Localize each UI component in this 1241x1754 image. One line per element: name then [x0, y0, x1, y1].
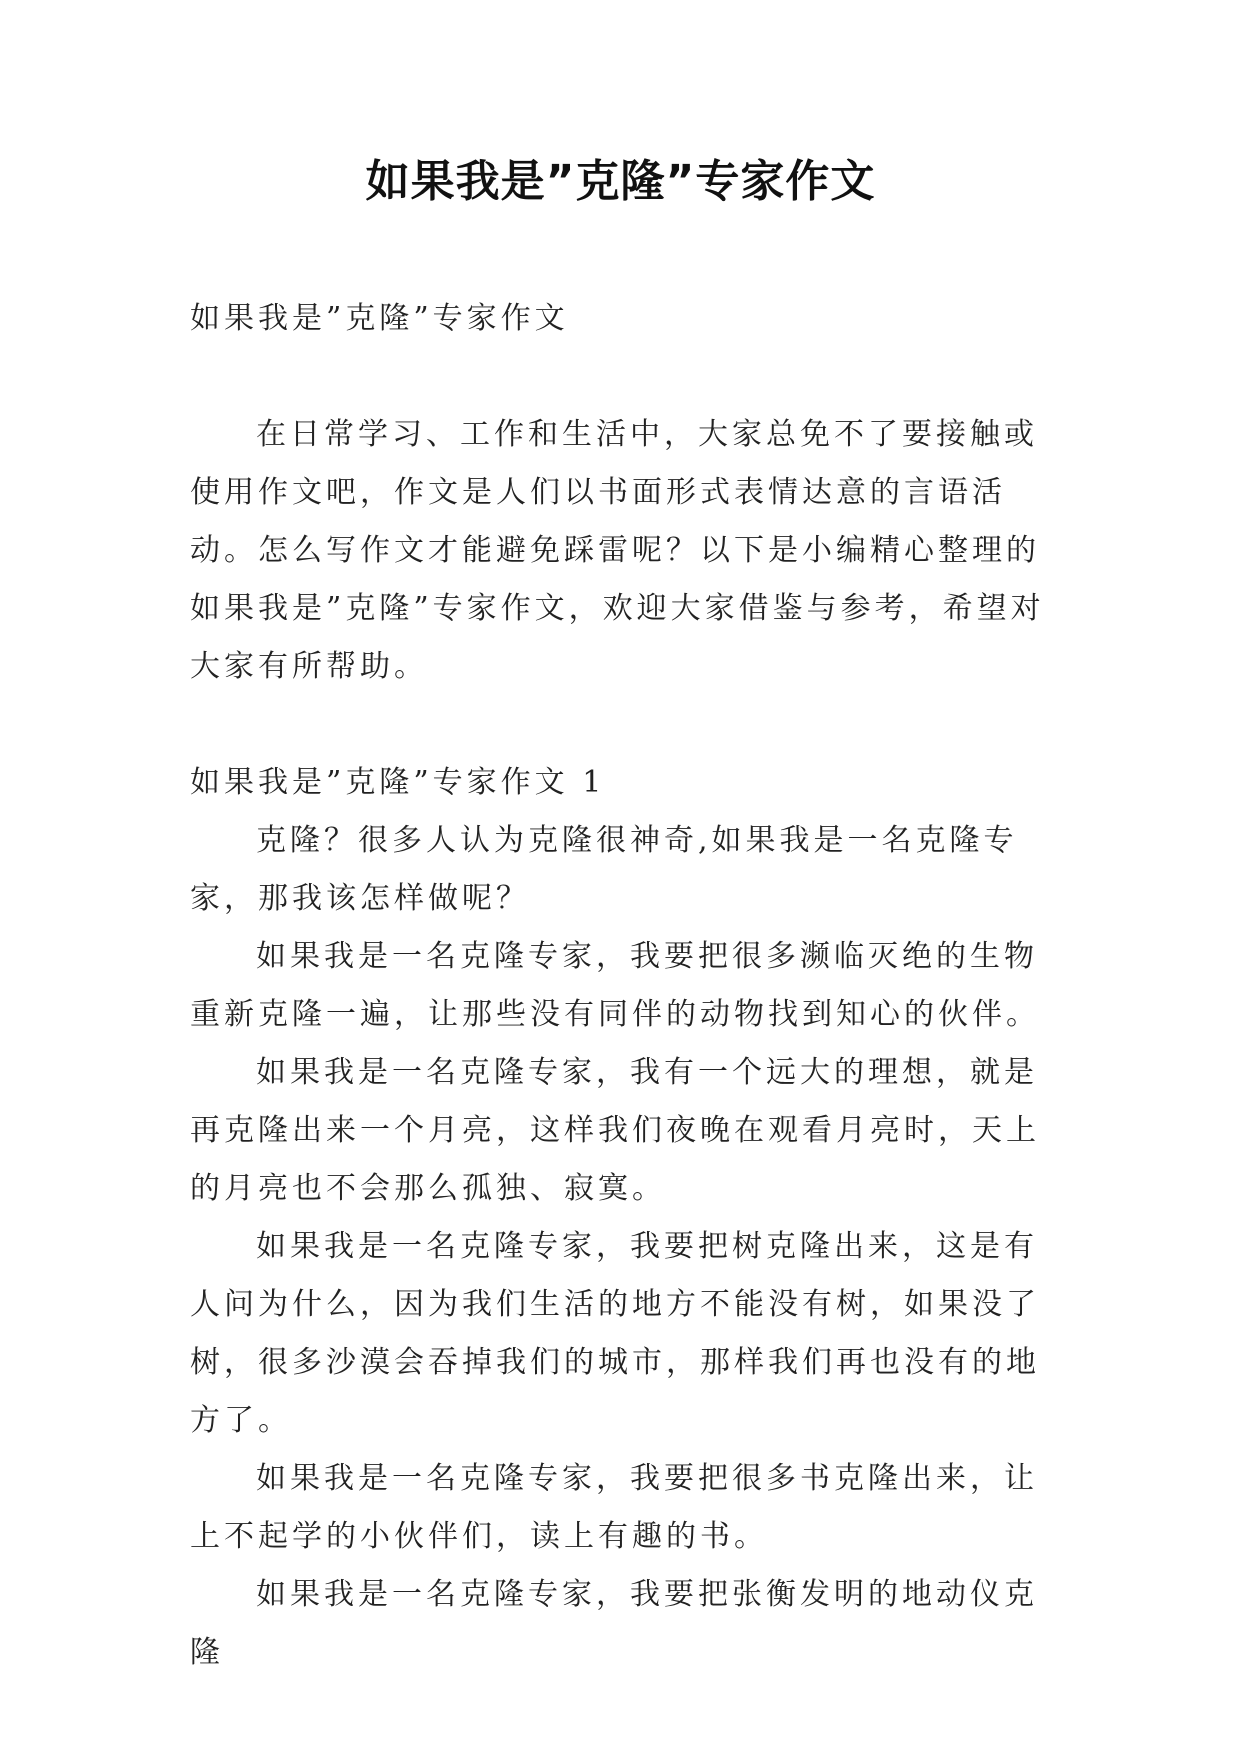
spacer — [190, 696, 1070, 754]
body-paragraph: 如果我是一名克隆专家，我有一个远大的理想，就是再克隆出来一个月亮，这样我们夜晚在观看月亮时，天上的月亮也不会那么孤独、寂寞。 — [190, 1055, 1040, 1206]
spacer — [190, 348, 1070, 406]
intro-paragraph: 在日常学习、工作和生活中，大家总免不了要接触或使用作文吧，作文是人们以书面形式表情达意的言语活动。怎么写作文才能避免踩雷呢？以下是小编精心整理的如果我是”克隆”专家作文，欢迎大家借鉴与参考，希望对大家有所帮助。 — [190, 417, 1045, 684]
body-paragraph: 克隆？很多人认为克隆很神奇,如果我是一名克隆专家，那我该怎样做呢？ — [190, 823, 1018, 916]
document-subtitle: 如果我是”克隆”专家作文 — [190, 301, 569, 336]
page-title: 如果我是”克隆”专家作文 — [365, 156, 876, 207]
section-heading: 如果我是”克隆”专家作文 1 — [190, 765, 606, 800]
body-paragraph: 如果我是一名克隆专家，我要把很多书克隆出来，让上不起学的小伙伴们，读上有趣的书。 — [190, 1461, 1038, 1554]
body-paragraph: 如果我是一名克隆专家，我要把树克隆出来，这是有人问为什么，因为我们生活的地方不能没有树，如果没了树，很多沙漠会吞掉我们的城市，那样我们再也没有的地方了。 — [190, 1229, 1040, 1438]
body-paragraph: 如果我是一名克隆专家，我要把很多濒临灭绝的生物重新克隆一遍，让那些没有同伴的动物找到知心的伙伴。 — [190, 939, 1040, 1032]
body-paragraph: 如果我是一名克隆专家，我要把张衡发明的地动仪克隆 — [190, 1577, 1038, 1670]
document-body — [190, 290, 1070, 1682]
